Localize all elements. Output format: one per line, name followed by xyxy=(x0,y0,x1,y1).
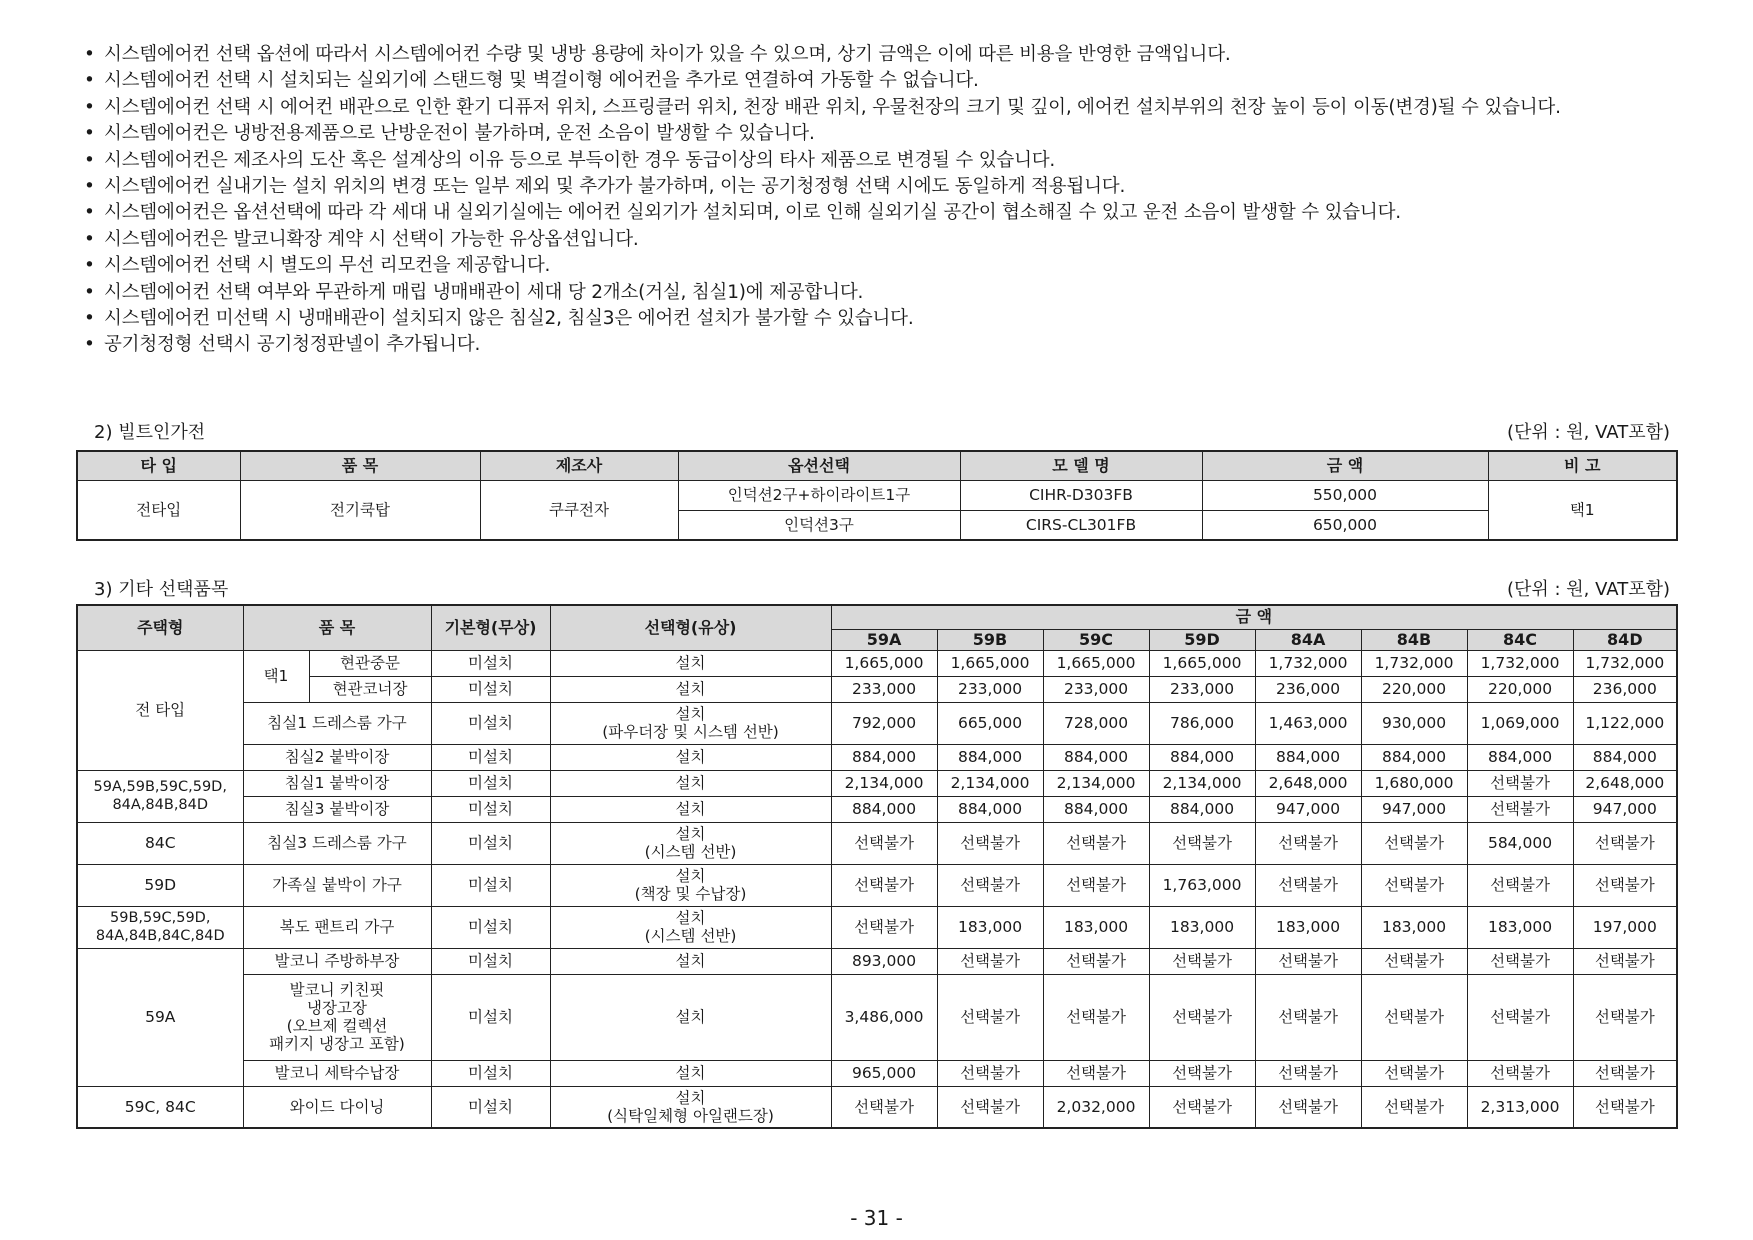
price-59A: 233,000 xyxy=(831,676,937,702)
unit-type-group: 59D xyxy=(77,864,243,906)
table-row xyxy=(77,770,1677,796)
header-item: 품 목 xyxy=(243,605,431,650)
price-84A: 947,000 xyxy=(1255,796,1361,822)
price-59C: 선택불가 xyxy=(1043,864,1149,906)
type-header-59C: 59C xyxy=(1043,629,1149,650)
table-row xyxy=(77,864,1677,906)
builtin-price: 550,000 xyxy=(1202,480,1488,510)
price-59D: 선택불가 xyxy=(1149,1060,1255,1086)
select-value: 설치 (시스템 선반) xyxy=(550,822,831,864)
price-84C: 선택불가 xyxy=(1467,948,1573,974)
price-59A: 884,000 xyxy=(831,796,937,822)
item-name: 가족실 붙박이 가구 xyxy=(243,864,431,906)
select-value: 설치 xyxy=(550,974,831,1060)
price-59A: 1,665,000 xyxy=(831,650,937,676)
price-84B: 1,680,000 xyxy=(1361,770,1467,796)
builtin-model: CIRS-CL301FB xyxy=(960,510,1202,540)
price-59B: 선택불가 xyxy=(937,974,1043,1060)
price-59D: 786,000 xyxy=(1149,702,1255,744)
builtin-type: 전타입 xyxy=(77,480,240,540)
item-name: 와이드 다이닝 xyxy=(243,1086,431,1128)
price-59B: 2,134,000 xyxy=(937,770,1043,796)
note-item: • 공기청정형 선택시 공기청정판넬이 추가됩니다. xyxy=(84,332,1684,358)
basic-value: 미설치 xyxy=(431,906,550,948)
table-row xyxy=(77,906,1677,948)
item-name: 현관코너장 xyxy=(309,676,431,702)
type-header-59B: 59B xyxy=(937,629,1043,650)
price-59C: 1,665,000 xyxy=(1043,650,1149,676)
price-59D: 2,134,000 xyxy=(1149,770,1255,796)
builtin-header: 제조사 xyxy=(480,451,678,480)
price-84B: 884,000 xyxy=(1361,744,1467,770)
price-59D: 선택불가 xyxy=(1149,948,1255,974)
note-item: • 시스템에어컨은 옵션선택에 따라 각 세대 내 실외기실에는 에어컨 실외기가 설치되며, 이로 인해 실외기실 공간이 협소해질 수 있고 운전 소음이 발생할 수 있습니다. xyxy=(84,200,1684,226)
price-59A: 선택불가 xyxy=(831,822,937,864)
price-84A: 183,000 xyxy=(1255,906,1361,948)
price-59C: 884,000 xyxy=(1043,796,1149,822)
extra-options-table xyxy=(76,604,1678,1129)
price-84D: 1,122,000 xyxy=(1573,702,1677,744)
price-59C: 728,000 xyxy=(1043,702,1149,744)
type-header-84A: 84A xyxy=(1255,629,1361,650)
type-header-84B: 84B xyxy=(1361,629,1467,650)
item-name: 침실2 붙박이장 xyxy=(243,744,431,770)
price-59B: 선택불가 xyxy=(937,1086,1043,1128)
price-59D: 1,763,000 xyxy=(1149,864,1255,906)
item-name: 발코니 주방하부장 xyxy=(243,948,431,974)
type-header-59D: 59D xyxy=(1149,629,1255,650)
price-59B: 884,000 xyxy=(937,744,1043,770)
type-header-84D: 84D xyxy=(1573,629,1677,650)
basic-value: 미설치 xyxy=(431,974,550,1060)
builtin-header: 금 액 xyxy=(1202,451,1488,480)
note-item: • 시스템에어컨은 제조사의 도산 혹은 설계상의 이유 등으로 부득이한 경우 동급이상의 타사 제품으로 변경될 수 있습니다. xyxy=(84,148,1684,174)
header-select: 선택형(유상) xyxy=(550,605,831,650)
unit-type-group: 59A xyxy=(77,948,243,1086)
item-name: 발코니 키친핏 냉장고장 (오브제 컬렉션 패키지 냉장고 포함) xyxy=(243,974,431,1060)
price-59D: 183,000 xyxy=(1149,906,1255,948)
price-84C: 584,000 xyxy=(1467,822,1573,864)
price-59D: 884,000 xyxy=(1149,796,1255,822)
price-59C: 선택불가 xyxy=(1043,974,1149,1060)
price-59C: 2,032,000 xyxy=(1043,1086,1149,1128)
table-row xyxy=(77,1086,1677,1128)
price-84A: 1,463,000 xyxy=(1255,702,1361,744)
price-59A: 선택불가 xyxy=(831,906,937,948)
select-value: 설치 (시스템 선반) xyxy=(550,906,831,948)
price-84B: 선택불가 xyxy=(1361,822,1467,864)
price-84D: 1,732,000 xyxy=(1573,650,1677,676)
price-84B: 1,732,000 xyxy=(1361,650,1467,676)
note-item: • 시스템에어컨 선택 옵션에 따라서 시스템에어컨 수량 및 냉방 용량에 차이가 있을 수 있으며, 상기 금액은 이에 따른 비용을 반영한 금액입니다. xyxy=(84,42,1684,68)
price-84A: 선택불가 xyxy=(1255,1086,1361,1128)
type-header-84C: 84C xyxy=(1467,629,1573,650)
price-84D: 선택불가 xyxy=(1573,974,1677,1060)
select-value: 설치 xyxy=(550,1060,831,1086)
choose-one-label: 택1 xyxy=(243,650,309,702)
table-row xyxy=(77,822,1677,864)
select-value: 설치 xyxy=(550,770,831,796)
unit-type-group: 59C, 84C xyxy=(77,1086,243,1128)
price-84D: 947,000 xyxy=(1573,796,1677,822)
basic-value: 미설치 xyxy=(431,948,550,974)
price-59D: 선택불가 xyxy=(1149,974,1255,1060)
note-item: • 시스템에어컨 미선택 시 냉매배관이 설치되지 않은 침실2, 침실3은 에어컨 설치가 불가할 수 있습니다. xyxy=(84,306,1684,332)
price-84A: 236,000 xyxy=(1255,676,1361,702)
page-number: - 31 - xyxy=(850,1206,903,1230)
basic-value: 미설치 xyxy=(431,702,550,744)
price-84C: 884,000 xyxy=(1467,744,1573,770)
price-84D: 2,648,000 xyxy=(1573,770,1677,796)
price-84A: 2,648,000 xyxy=(1255,770,1361,796)
note-item: • 시스템에어컨 실내기는 설치 위치의 변경 또는 일부 제외 및 추가가 불가하며, 이는 공기청정형 선택 시에도 동일하게 적용됩니다. xyxy=(84,174,1684,200)
unit-type-group: 59B,59C,59D, 84A,84B,84C,84D xyxy=(77,906,243,948)
builtin-table xyxy=(76,450,1678,541)
price-59B: 1,665,000 xyxy=(937,650,1043,676)
price-84B: 183,000 xyxy=(1361,906,1467,948)
table-row xyxy=(77,796,1677,822)
note-item: • 시스템에어컨 선택 시 설치되는 실외기에 스탠드형 및 벽걸이형 에어컨을 추가로 연결하여 가동할 수 없습니다. xyxy=(84,68,1684,94)
note-item: • 시스템에어컨 선택 시 별도의 무선 리모컨을 제공합니다. xyxy=(84,253,1684,279)
price-59C: 884,000 xyxy=(1043,744,1149,770)
price-84D: 197,000 xyxy=(1573,906,1677,948)
builtin-maker: 쿠쿠전자 xyxy=(480,480,678,540)
price-84B: 선택불가 xyxy=(1361,948,1467,974)
price-59A: 선택불가 xyxy=(831,864,937,906)
note-item: • 시스템에어컨은 발코니확장 계약 시 선택이 가능한 유상옵션입니다. xyxy=(84,227,1684,253)
builtin-option: 인덕션3구 xyxy=(678,510,960,540)
price-59B: 선택불가 xyxy=(937,1060,1043,1086)
price-59D: 233,000 xyxy=(1149,676,1255,702)
item-name: 침실3 붙박이장 xyxy=(243,796,431,822)
select-value: 설치 xyxy=(550,676,831,702)
price-84B: 선택불가 xyxy=(1361,974,1467,1060)
basic-value: 미설치 xyxy=(431,822,550,864)
price-84A: 선택불가 xyxy=(1255,864,1361,906)
builtin-header: 비 고 xyxy=(1488,451,1677,480)
price-84C: 220,000 xyxy=(1467,676,1573,702)
select-value: 설치 (식탁일체형 아일랜드장) xyxy=(550,1086,831,1128)
header-type: 주택형 xyxy=(77,605,243,650)
price-84C: 2,313,000 xyxy=(1467,1086,1573,1128)
price-59C: 선택불가 xyxy=(1043,1060,1149,1086)
price-84D: 선택불가 xyxy=(1573,1086,1677,1128)
price-84B: 선택불가 xyxy=(1361,1086,1467,1128)
price-84A: 1,732,000 xyxy=(1255,650,1361,676)
price-59D: 선택불가 xyxy=(1149,822,1255,864)
select-value: 설치 (파우더장 및 시스템 선반) xyxy=(550,702,831,744)
builtin-header: 모 델 명 xyxy=(960,451,1202,480)
price-59B: 선택불가 xyxy=(937,948,1043,974)
note-item: • 시스템에어컨은 냉방전용제품으로 난방운전이 불가하며, 운전 소음이 발생할 수 있습니다. xyxy=(84,121,1684,147)
price-84C: 선택불가 xyxy=(1467,974,1573,1060)
price-59A: 792,000 xyxy=(831,702,937,744)
price-84D: 선택불가 xyxy=(1573,822,1677,864)
price-59C: 선택불가 xyxy=(1043,948,1149,974)
price-59B: 183,000 xyxy=(937,906,1043,948)
select-value: 설치 xyxy=(550,650,831,676)
price-84D: 236,000 xyxy=(1573,676,1677,702)
price-59A: 3,486,000 xyxy=(831,974,937,1060)
table-row xyxy=(77,948,1677,974)
notes-list xyxy=(84,42,1684,359)
price-84C: 1,732,000 xyxy=(1467,650,1573,676)
price-59B: 233,000 xyxy=(937,676,1043,702)
price-59B: 선택불가 xyxy=(937,822,1043,864)
price-59C: 2,134,000 xyxy=(1043,770,1149,796)
table-row xyxy=(77,650,1677,676)
price-84B: 220,000 xyxy=(1361,676,1467,702)
price-84D: 선택불가 xyxy=(1573,1060,1677,1086)
select-value: 설치 xyxy=(550,744,831,770)
price-84C: 선택불가 xyxy=(1467,1060,1573,1086)
price-84A: 선택불가 xyxy=(1255,974,1361,1060)
item-name: 현관중문 xyxy=(309,650,431,676)
table-row xyxy=(77,744,1677,770)
basic-value: 미설치 xyxy=(431,864,550,906)
price-84C: 선택불가 xyxy=(1467,796,1573,822)
builtin-note: 택1 xyxy=(1488,480,1677,540)
builtin-item: 전기쿡탑 xyxy=(240,480,480,540)
unit-type-group: 84C xyxy=(77,822,243,864)
basic-value: 미설치 xyxy=(431,744,550,770)
price-84C: 선택불가 xyxy=(1467,864,1573,906)
select-value: 설치 (책장 및 수납장) xyxy=(550,864,831,906)
table-row xyxy=(77,1060,1677,1086)
item-name: 복도 팬트리 가구 xyxy=(243,906,431,948)
price-59D: 884,000 xyxy=(1149,744,1255,770)
price-84A: 선택불가 xyxy=(1255,1060,1361,1086)
type-header-59A: 59A xyxy=(831,629,937,650)
item-name: 침실1 드레스룸 가구 xyxy=(243,702,431,744)
builtin-price: 650,000 xyxy=(1202,510,1488,540)
price-84D: 884,000 xyxy=(1573,744,1677,770)
price-59C: 233,000 xyxy=(1043,676,1149,702)
select-value: 설치 xyxy=(550,948,831,974)
price-84D: 선택불가 xyxy=(1573,948,1677,974)
price-59D: 선택불가 xyxy=(1149,1086,1255,1128)
builtin-option: 인덕션2구+하이라이트1구 xyxy=(678,480,960,510)
price-59B: 665,000 xyxy=(937,702,1043,744)
note-item: • 시스템에어컨 선택 시 에어컨 배관으로 인한 환기 디퓨저 위치, 스프링클러 위치, 천장 배관 위치, 우물천장의 크기 및 깊이, 에어컨 설치부위의 천장 높이 등이 이동(변경)될 수 있습니다. xyxy=(84,95,1684,121)
extra-unit: (단위 : 원, VAT포함) xyxy=(1506,579,1670,600)
price-59A: 965,000 xyxy=(831,1060,937,1086)
price-59A: 893,000 xyxy=(831,948,937,974)
item-name: 침실1 붙박이장 xyxy=(243,770,431,796)
price-59B: 선택불가 xyxy=(937,864,1043,906)
price-84C: 선택불가 xyxy=(1467,770,1573,796)
table-row xyxy=(77,702,1677,744)
basic-value: 미설치 xyxy=(431,796,550,822)
price-84C: 183,000 xyxy=(1467,906,1573,948)
builtin-model: CIHR-D303FB xyxy=(960,480,1202,510)
builtin-header: 품 목 xyxy=(240,451,480,480)
basic-value: 미설치 xyxy=(431,676,550,702)
price-59A: 2,134,000 xyxy=(831,770,937,796)
header-price: 금 액 xyxy=(831,605,1677,629)
item-name: 침실3 드레스룸 가구 xyxy=(243,822,431,864)
builtin-title: 2) 빌트인가전 xyxy=(94,422,206,443)
basic-value: 미설치 xyxy=(431,1060,550,1086)
price-84B: 930,000 xyxy=(1361,702,1467,744)
extra-title: 3) 기타 선택품목 xyxy=(94,579,229,600)
price-84C: 1,069,000 xyxy=(1467,702,1573,744)
price-84A: 선택불가 xyxy=(1255,822,1361,864)
basic-value: 미설치 xyxy=(431,650,550,676)
table-row xyxy=(77,676,1677,702)
item-name: 발코니 세탁수납장 xyxy=(243,1060,431,1086)
price-84A: 선택불가 xyxy=(1255,948,1361,974)
price-59C: 선택불가 xyxy=(1043,822,1149,864)
price-59A: 선택불가 xyxy=(831,1086,937,1128)
basic-value: 미설치 xyxy=(431,770,550,796)
builtin-unit: (단위 : 원, VAT포함) xyxy=(1506,422,1670,443)
price-59C: 183,000 xyxy=(1043,906,1149,948)
price-84D: 선택불가 xyxy=(1573,864,1677,906)
table-row xyxy=(77,974,1677,1060)
unit-type-group: 전 타입 xyxy=(77,650,243,770)
header-basic: 기본형(무상) xyxy=(431,605,550,650)
basic-value: 미설치 xyxy=(431,1086,550,1128)
builtin-header: 옵션선택 xyxy=(678,451,960,480)
note-item: • 시스템에어컨 선택 여부와 무관하게 매립 냉매배관이 세대 당 2개소(거실, 침실1)에 제공합니다. xyxy=(84,280,1684,306)
builtin-header: 타 입 xyxy=(77,451,240,480)
price-84B: 선택불가 xyxy=(1361,1060,1467,1086)
price-84A: 884,000 xyxy=(1255,744,1361,770)
select-value: 설치 xyxy=(550,796,831,822)
price-59A: 884,000 xyxy=(831,744,937,770)
price-59D: 1,665,000 xyxy=(1149,650,1255,676)
price-84B: 947,000 xyxy=(1361,796,1467,822)
price-59B: 884,000 xyxy=(937,796,1043,822)
price-84B: 선택불가 xyxy=(1361,864,1467,906)
unit-type-group: 59A,59B,59C,59D, 84A,84B,84D xyxy=(77,770,243,822)
